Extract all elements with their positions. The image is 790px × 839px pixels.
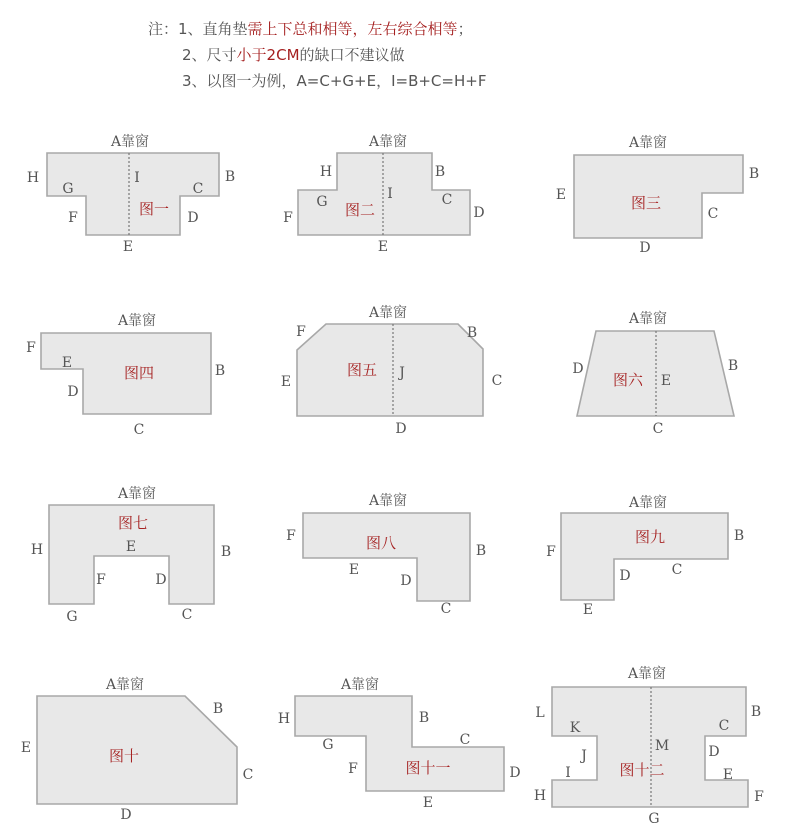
figure-2-label-i: I <box>387 186 393 202</box>
note-line-3: 3、以图一为例，A=C+G+E，I=B+C=H+F <box>182 72 487 90</box>
figure-8-label-b: B <box>475 543 487 559</box>
note-2-suffix: 的缺口不建议做 <box>299 46 405 64</box>
figure-11-label-e: E <box>422 795 434 811</box>
figure-7-label-f: F <box>96 572 106 588</box>
figure-2-label-b: B <box>434 164 446 180</box>
figure-6-label-b: B <box>727 358 739 374</box>
figure-1-label-d: D <box>187 210 199 226</box>
figure-3-title: 图三 <box>630 194 662 212</box>
figure-12-label-g: G <box>648 811 660 827</box>
figure-1-label-c: C <box>192 181 204 197</box>
figure-3-label-d: D <box>639 240 651 256</box>
figure-4-label-e: E <box>61 355 73 371</box>
figure-12 <box>534 665 764 827</box>
figure-5-label-b: B <box>466 325 478 341</box>
figure-6-label-c: C <box>652 421 664 437</box>
figure-7-label-g: G <box>66 609 78 625</box>
figure-6-label-d: D <box>572 361 584 377</box>
figure-5-label-j: J <box>399 365 405 381</box>
figure-8-title: 图八 <box>365 534 397 552</box>
figure-2-label-h: H <box>319 164 333 180</box>
figure-2-label-e: E <box>377 239 389 255</box>
figure-4-label-d: D <box>67 384 79 400</box>
figure-3-label-a: A靠窗 <box>628 135 668 151</box>
figure-8-shape <box>303 513 470 601</box>
figure-12-label-i: I <box>565 765 571 781</box>
figure-10-label-d: D <box>120 807 132 823</box>
figure-8-label-f: F <box>286 528 296 544</box>
figure-7 <box>31 485 231 625</box>
figure-6-title: 图六 <box>612 371 644 389</box>
figure-7-title: 图七 <box>117 514 149 532</box>
figure-6 <box>572 310 738 437</box>
figure-11-label-a: A靠窗 <box>340 677 380 693</box>
figure-2 <box>283 133 484 255</box>
figure-7-label-d: D <box>155 572 167 588</box>
figure-12-label-m: M <box>654 738 670 754</box>
figure-4-label-f: F <box>26 340 36 356</box>
figure-5-label-c: C <box>491 373 503 389</box>
figure-9-label-e: E <box>582 602 594 618</box>
figure-4-title: 图四 <box>123 364 155 382</box>
figure-9-label-a: A靠窗 <box>628 495 668 511</box>
note-2-highlight: 小于2CM <box>236 46 300 64</box>
figure-9-label-b: B <box>733 528 745 544</box>
note-1-prefix: 注：1、直角垫 <box>148 20 248 38</box>
figure-12-label-e: E <box>722 767 734 783</box>
figure-11-label-b: B <box>418 710 430 726</box>
figure-11-label-f: F <box>348 761 358 777</box>
figure-1-label-e: E <box>122 239 134 255</box>
figure-2-label-c: C <box>441 192 453 208</box>
figure-5-label-d: D <box>395 421 407 437</box>
note-1-highlight: 需上下总和相等，左右综合相等 <box>247 20 458 38</box>
figure-5 <box>281 304 502 437</box>
figure-4-label-b: B <box>214 363 226 379</box>
figure-8 <box>286 492 486 617</box>
figure-8-label-e: E <box>348 562 360 578</box>
figure-12-label-d: D <box>708 744 720 760</box>
figure-6-label-a: A靠窗 <box>628 311 668 327</box>
figure-7-label-e: E <box>125 539 137 555</box>
figure-12-label-b: B <box>750 704 762 720</box>
figure-10 <box>21 676 253 823</box>
figure-12-title: 图十二 <box>619 761 665 779</box>
figure-7-label-c: C <box>181 607 193 623</box>
figure-2-label-f: F <box>283 210 293 226</box>
figure-1-label-b: B <box>224 169 236 185</box>
figure-12-label-k: K <box>569 720 581 736</box>
figure-9-label-d: D <box>619 568 631 584</box>
figure-11-label-g: G <box>322 737 334 753</box>
figure-11 <box>278 676 521 811</box>
figure-12-label-l: L <box>535 705 545 721</box>
figure-3-label-e: E <box>555 187 567 203</box>
figure-5-label-f: F <box>296 324 306 340</box>
figure-7-label-a: A靠窗 <box>117 486 157 502</box>
figure-5-label-e: E <box>280 374 292 390</box>
figure-1-label-f: F <box>68 210 78 226</box>
figure-9-shape <box>561 513 728 600</box>
figure-1-label-g: G <box>62 181 74 197</box>
figure-6-label-e: E <box>660 373 672 389</box>
figure-2-label-d: D <box>473 205 485 221</box>
figure-8-label-c: C <box>440 601 452 617</box>
figure-12-label-f: F <box>754 789 764 805</box>
figure-7-label-b: B <box>220 544 232 560</box>
figure-12-label-c: C <box>718 718 730 734</box>
figure-2-title: 图二 <box>344 201 376 219</box>
figure-1-label-a: A靠窗 <box>110 134 150 150</box>
figure-11-label-c: C <box>459 732 471 748</box>
figure-8-label-a: A靠窗 <box>368 493 408 509</box>
figure-12-label-a: A靠窗 <box>627 666 667 682</box>
figure-1-label-i: I <box>134 170 140 186</box>
figure-3-label-b: B <box>748 166 760 182</box>
figure-11-title: 图十一 <box>405 759 451 777</box>
figure-7-label-h: H <box>30 542 44 558</box>
figure-5-label-a: A靠窗 <box>368 305 408 321</box>
figure-10-title: 图十 <box>108 747 140 765</box>
figure-9 <box>546 494 744 618</box>
figure-12-label-h: H <box>533 788 547 804</box>
figure-4 <box>26 312 225 438</box>
figure-2-label-a: A靠窗 <box>368 134 408 150</box>
figure-11-label-h: H <box>277 711 291 727</box>
figure-1-label-h: H <box>26 170 40 186</box>
figure-10-label-a: A靠窗 <box>105 677 145 693</box>
figure-10-label-b: B <box>212 701 224 717</box>
figure-4-label-a: A靠窗 <box>117 313 157 329</box>
figure-9-label-c: C <box>671 562 683 578</box>
figure-2-label-g: G <box>316 194 328 210</box>
figure-11-label-d: D <box>509 765 521 781</box>
figure-4-label-c: C <box>133 422 145 438</box>
note-1-suffix: ； <box>457 20 473 38</box>
figure-3-label-c: C <box>707 206 719 222</box>
figure-3 <box>556 134 759 256</box>
figure-9-label-f: F <box>546 544 556 560</box>
figure-8-label-d: D <box>400 573 412 589</box>
figure-9-title: 图九 <box>634 528 666 546</box>
figure-10-label-e: E <box>20 740 32 756</box>
figure-5-title: 图五 <box>346 361 378 379</box>
figure-10-label-c: C <box>242 767 254 783</box>
figure-1 <box>27 133 235 255</box>
figure-1-title: 图一 <box>138 200 170 218</box>
figure-5-shape <box>297 324 483 416</box>
figure-12-label-j: J <box>581 748 587 764</box>
note-2-prefix: 2、尺寸 <box>182 46 237 64</box>
